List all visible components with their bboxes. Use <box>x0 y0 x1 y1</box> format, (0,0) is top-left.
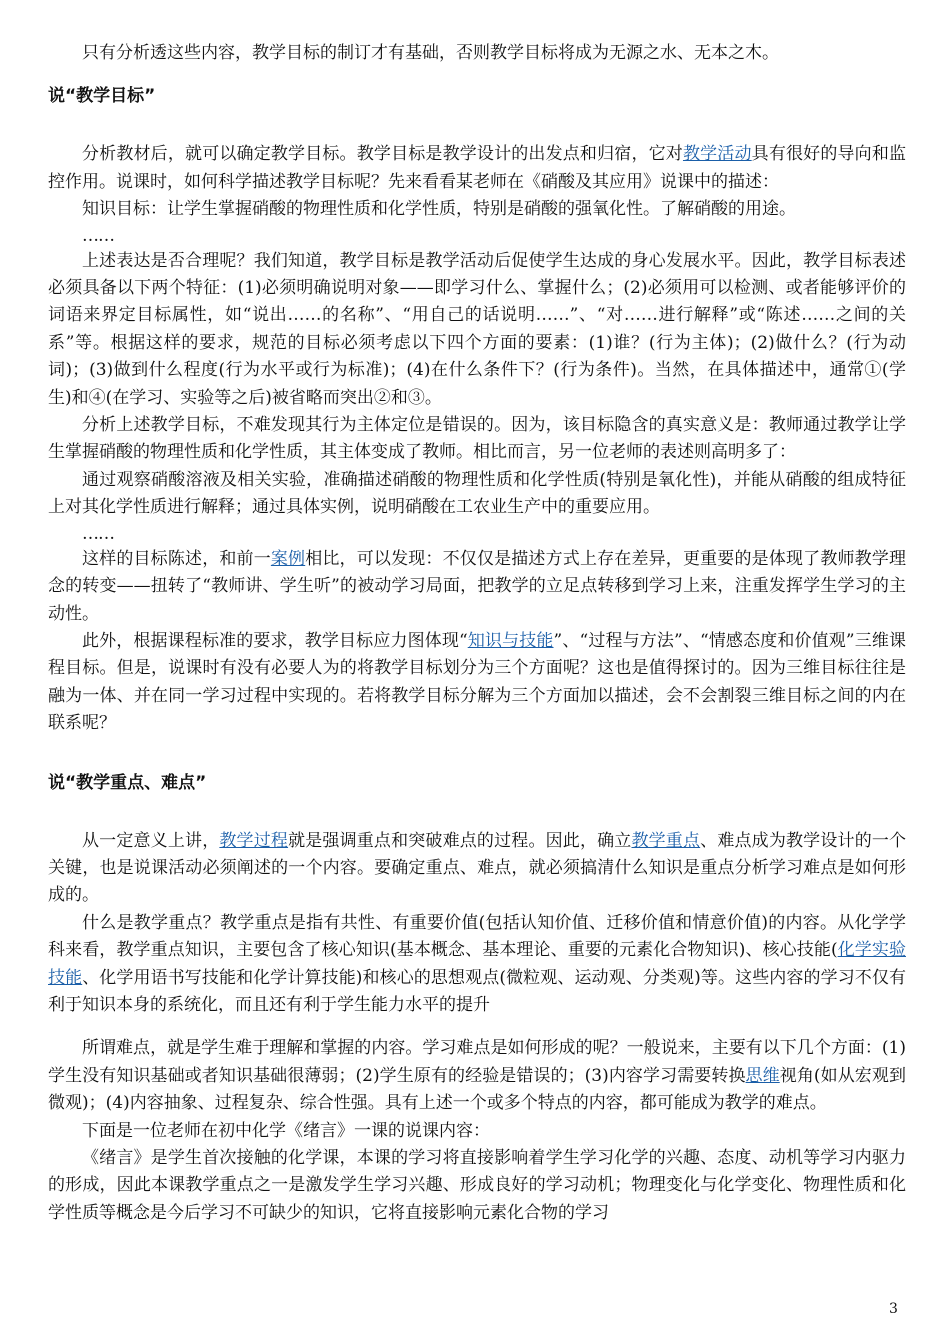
link-case[interactable]: 案例 <box>270 548 306 569</box>
key-paragraph-2 <box>48 910 906 1020</box>
text-span: 相比，可以发现：不仅仅是描述方式上存在差异，更重要的是体现了教师教学理念的转变——扭转了“教师讲、学生听”的被动学习局面，把教学的立足点转移到学习上来，注重发挥学生学习的主动性。 <box>48 548 907 624</box>
goal-paragraph-7 <box>48 628 906 738</box>
text-span: 分析教材后，就可以确定教学目标。教学目标是教学设计的出发点和归宿，它对 <box>82 144 683 165</box>
page-number: 3 <box>889 1301 898 1317</box>
goal-paragraph-4: 分析上述教学目标，不难发现其行为主体定位是错误的。因为，该目标隐含的真实意义是：教师通过教学让学生掌握硝酸的物理性质和化学性质，其主体变成了教师。相比而言，另一位老师的表述则高明多了： <box>48 415 906 463</box>
goal-paragraph-1 <box>48 141 906 196</box>
text-span: 什么是教学重点？教学重点是指有共性、有重要价值(包括认知价值、迁移价值和情意价值)的内容。从化学学科来看，教学重点知识，主要包含了核心知识(基本概念、基本理论、重要的元素化合物知识)、核心技能( <box>48 912 906 961</box>
text-span: 视角(如从宏观到微观)；(4)内容抽象、过程复杂、综合性强。具有上述一个或多个特点的内容，都可能成为教学的难点。 <box>48 1065 906 1114</box>
text-span: 、化学用语书写技能和化学计算技能)和核心的思想观点(微粒观、运动观、分类观)等。这些内容的学习不仅有利于知识本身的系统化，而且还有利于学生能力水平的提升 <box>48 967 906 1015</box>
goal-paragraph-5: 通过观察硝酸溶液及相关实验，准确描述硝酸的物理性质和化学性质(特别是氧化性)，并能从硝酸的组成特征上对其化学性质进行解释；通过具体实例，说明硝酸在工农业生产中的重要应用。 <box>48 469 906 518</box>
text-span: 所谓难点，就是学生难于理解和掌握的内容。学习难点是如何形成的呢？一般说来，主要有以下几个方面：(1)学生没有知识基础或者知识基础很薄弱；(2)学生原有的经验是错误的；(3)内容学习需要转换 <box>48 1038 906 1086</box>
link-thinking[interactable]: 思维 <box>745 1065 780 1086</box>
text-span: 此外，根据课程标准的要求，教学目标应力图体现“ <box>82 630 468 651</box>
text-span: 这样的目标陈述，和前一 <box>82 548 271 569</box>
link-chemistry-experiment-skills[interactable]: 化学实验技能 <box>48 940 906 988</box>
key-paragraph-4: 下面是一位老师在初中化学《绪言》一课的说课内容： <box>82 1120 490 1141</box>
intro-paragraph: 只有分析透这些内容，教学目标的制订才有基础，否则教学目标将成为无源之水、无本之木。 <box>82 43 779 63</box>
section-heading-teaching-goals: 说“教学目标” <box>48 86 156 107</box>
text-span: 具有很好的导向和监控作用。说课时，如何科学描述教学目标呢？先来看看某老师在《硝酸及其应用》说课中的描述： <box>48 144 907 192</box>
link-teaching-process[interactable]: 教学过程 <box>219 830 289 851</box>
text-span: 从一定意义上讲， <box>82 830 220 851</box>
key-paragraph-1 <box>48 828 906 910</box>
text-span: 就是强调重点和突破难点的过程。因此，确立 <box>288 830 632 851</box>
goal-paragraph-3: 上述表达是否合理呢？我们知道，教学目标是教学活动后促使学生达成的身心发展水平。因此，教学目标表述必须具备以下两个特征：(1)必须明确说明对象——即学习什么、掌握什么；(2)必须用可以检测、或者能够评价的词语来界定目标属性，如“说出……的名称”、“用自己的话说明……”、“对……进行解释”或“陈述……之间的关系”等。根据这样的要求，规范的目标必须考虑以下四个方面的要素：(1)谁？(行为主体)；(2)做什么？(行为动词)；(3)做到什么程度(行为水平或行为标准)；(4)在什么条件下？(行为条件)。当然，在具体描述中，通常①(学生)和④(在学习、实验等之后)被省略而突出②和③。 <box>48 250 906 408</box>
key-paragraph-5: 《绪言》是学生首次接触的化学课，本课的学习将直接影响着学生学习化学的兴趣、态度、动机等学习内驱力的形成，因此本课教学重点之一是激发学生学习兴趣、形成良好的学习动机；物理变化与化学变化、物理性质和化学性质等概念是今后学习不可缺少的知识，它将直接影响元素化合物的学习 <box>48 1148 906 1223</box>
goal-paragraph-2: 知识目标：让学生掌握硝酸的物理性质和化学性质，特别是硝酸的强氧化性。了解硝酸的用途。 <box>82 199 796 220</box>
link-teaching-focus[interactable]: 教学重点 <box>631 830 701 851</box>
text-span: ”、“过程与方法”、“情感态度和价值观”三维课程目标。但是，说课时有没有必要人为的将教学目标划分为三个方面呢？这也是值得探讨的。因为三维目标往往是融为一体、并在同一学习过程中实现的。若将教学目标分解为三个方面加以描述，会不会割裂三维目标之间的内在联系呢？ <box>48 630 906 734</box>
document-page <box>48 40 906 1227</box>
link-teaching-activity[interactable]: 教学活动 <box>682 144 752 165</box>
text-span: 、难点成为教学设计的一个关键，也是说课活动必须阐述的一个内容。要确定重点、难点，就必须搞清什么知识是重点分析学习难点是如何形成的。 <box>48 830 907 906</box>
goal-paragraph-6 <box>48 546 906 628</box>
ellipsis-1: …… <box>82 225 114 246</box>
key-paragraph-3 <box>48 1035 906 1117</box>
link-knowledge-skills[interactable]: 知识与技能 <box>467 630 554 651</box>
ellipsis-2: …… <box>82 523 114 544</box>
section-heading-key-points: 说“教学重点、难点” <box>48 772 207 793</box>
